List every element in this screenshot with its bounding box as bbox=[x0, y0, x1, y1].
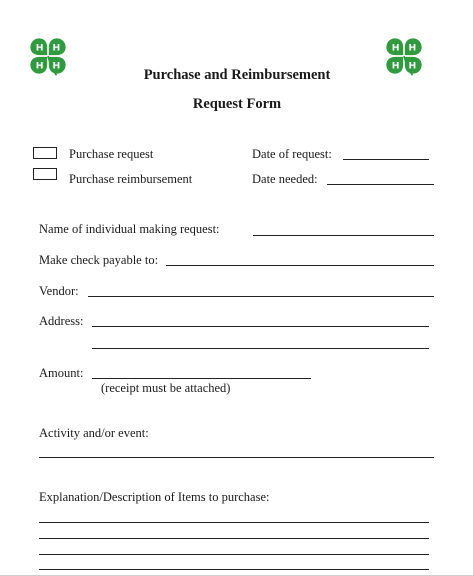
explanation-field-line3[interactable] bbox=[39, 554, 429, 555]
date-of-request-label: Date of request: bbox=[252, 147, 332, 161]
purchase-request-checkbox[interactable] bbox=[33, 147, 57, 159]
explanation-field-line2[interactable] bbox=[39, 538, 429, 539]
svg-text:H: H bbox=[52, 42, 61, 54]
date-needed-field[interactable] bbox=[327, 184, 434, 185]
svg-text:H: H bbox=[52, 60, 61, 72]
svg-text:H: H bbox=[391, 42, 400, 54]
payable-to-field[interactable] bbox=[166, 265, 434, 266]
vendor-field[interactable] bbox=[88, 296, 434, 297]
activity-label: Activity and/or event: bbox=[39, 426, 149, 440]
date-needed-label: Date needed: bbox=[252, 172, 318, 186]
requester-name-field[interactable] bbox=[253, 235, 434, 236]
address-label: Address: bbox=[39, 314, 84, 328]
purchase-request-label: Purchase request bbox=[69, 147, 154, 161]
payable-to-label: Make check payable to: bbox=[39, 253, 159, 267]
svg-text:H: H bbox=[391, 60, 400, 72]
svg-text:H: H bbox=[35, 42, 44, 54]
address-field-line2[interactable] bbox=[92, 348, 429, 349]
address-field-line1[interactable] bbox=[92, 326, 429, 327]
explanation-field-line4[interactable] bbox=[39, 569, 429, 570]
date-of-request-field[interactable] bbox=[343, 159, 429, 160]
requester-name-label: Name of individual making request: bbox=[39, 222, 220, 236]
amount-field[interactable] bbox=[92, 378, 311, 379]
explanation-field-line1[interactable] bbox=[39, 522, 429, 523]
explanation-label: Explanation/Description of Items to purchase: bbox=[39, 490, 270, 504]
amount-label: Amount: bbox=[39, 366, 84, 380]
vendor-label: Vendor: bbox=[39, 284, 79, 298]
form-title-line1: Purchase and Reimbursement bbox=[143, 67, 331, 83]
svg-text:H: H bbox=[408, 42, 417, 54]
purchase-reimbursement-label: Purchase reimbursement bbox=[69, 172, 193, 186]
activity-field[interactable] bbox=[39, 457, 434, 458]
receipt-note: (receipt must be attached) bbox=[101, 381, 231, 395]
form-title-line2: Request Form bbox=[192, 96, 282, 112]
svg-text:H: H bbox=[408, 60, 417, 72]
svg-text:H: H bbox=[35, 60, 44, 72]
purchase-reimbursement-checkbox[interactable] bbox=[33, 168, 57, 180]
